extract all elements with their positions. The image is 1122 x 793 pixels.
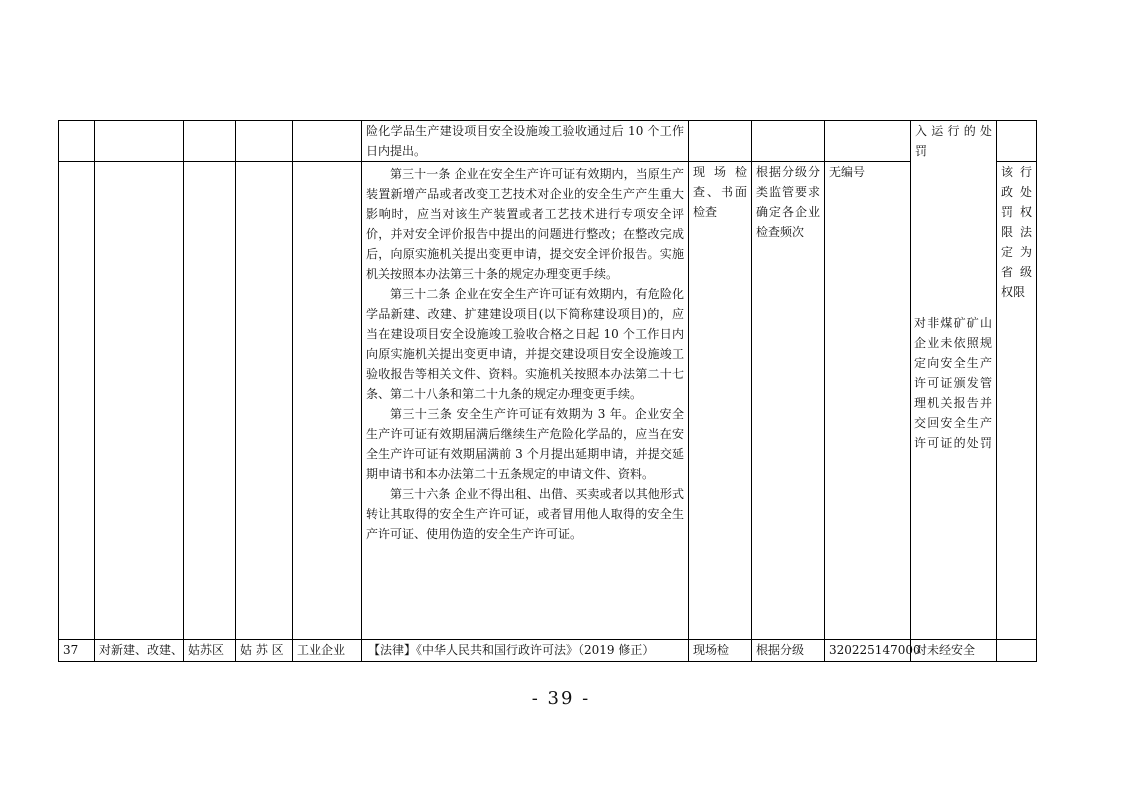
cell-penalty: 对未经安全 <box>911 640 997 662</box>
cell-remarks <box>997 640 1037 662</box>
cell-remarks <box>997 121 1037 162</box>
cell-frequency: 根据分级分类监管要求确定各企业检查频次 <box>752 162 825 640</box>
cell-number <box>59 121 95 162</box>
law-article-36: 第三十六条 企业不得出租、出借、买卖或者以其他形式转让其取得的安全生产许可证，或者冒用他人取得的安全生产许可证、使用伪造的安全生产许可证。 <box>366 487 684 541</box>
cell-target <box>293 162 362 640</box>
enforcement-table <box>58 120 1037 662</box>
cell-code: 320225147000 <box>825 640 911 662</box>
cell-dept2 <box>236 121 293 162</box>
cell-dept1: 姑苏区 <box>184 640 236 662</box>
cell-dept1 <box>184 162 236 640</box>
cell-method <box>689 121 752 162</box>
cell-item <box>95 121 184 162</box>
cell-code: 无编号 <box>825 162 911 640</box>
cell-dept2 <box>236 162 293 640</box>
cell-number: 37 <box>59 640 95 662</box>
cell-law: 【法律】《中华人民共和国行政许可法》（2019 修正） <box>362 640 689 662</box>
cell-dept1 <box>184 121 236 162</box>
cell-frequency: 根据分级 <box>752 640 825 662</box>
cell-dept2: 姑 苏 区 <box>236 640 293 662</box>
cell-law-continued <box>362 121 689 162</box>
penalty-tail-line1: 入运行的处 <box>915 124 992 138</box>
cell-law <box>362 162 689 640</box>
table-row-continued <box>59 121 1037 162</box>
cell-target: 工业企业 <box>293 640 362 662</box>
law-article-31: 第三十一条 企业在安全生产许可证有效期内，当原生产装置新增产品或者改变工艺技术对企业的安全生产产生重大影响时，应当对该生产装置或者工艺技术进行专项安全评价，并对安全评价报告中提出的问题进行整改；在整改完成后，向原实施机关提出变更申请，提交安全评价报告。实施机关按照本办法第三十条的规定办理变更手续。 <box>366 167 684 281</box>
page-number: - 39 - <box>531 688 591 709</box>
law-text-continued: 险化学品生产建设项目安全设施竣工验收通过后 10 个工作日内提出。 <box>366 124 684 158</box>
cell-item: 对新建、改建、 <box>95 640 184 662</box>
cell-item <box>95 162 184 640</box>
cell-method: 现场检查、书面检查 <box>689 162 752 640</box>
table-row-37 <box>59 640 1037 662</box>
table-row-main <box>59 162 1037 640</box>
cell-remarks: 该行政处罚权限法定为省级权限 <box>997 162 1037 640</box>
penalty-main: 对非煤矿矿山企业未依照规定向安全生产许可证颁发管理机关报告并交回安全生产许可证的处罚 <box>914 316 992 450</box>
cell-code <box>825 121 911 162</box>
cell-target <box>293 121 362 162</box>
cell-number <box>59 162 95 640</box>
law-article-32: 第三十二条 企业在安全生产许可证有效期内，有危险化学品新建、改建、扩建建设项目(以下简称建设项目)的，应当在建设项目安全设施竣工验收合格之日起 10 个工作日内向原实施机关提出变更申请，并提交建设项目安全设施竣工验收报告等相关文件、资料。实施机关按照本办法第二十七条、第二十八条和第二十九条的规定办理变更手续。 <box>366 287 684 401</box>
cell-frequency <box>752 121 825 162</box>
cell-method: 现场检 <box>689 640 752 662</box>
law-article-33: 第三十三条 安全生产许可证有效期为 3 年。企业安全生产许可证有效期届满后继续生产危险化学品的，应当在安全生产许可证有效期届满前 3 个月提出延期申请，并提交延期申请书和本办法第二十五条规定的申请文件、资料。 <box>366 407 684 481</box>
penalty-tail-line2: 罚 <box>915 144 928 158</box>
